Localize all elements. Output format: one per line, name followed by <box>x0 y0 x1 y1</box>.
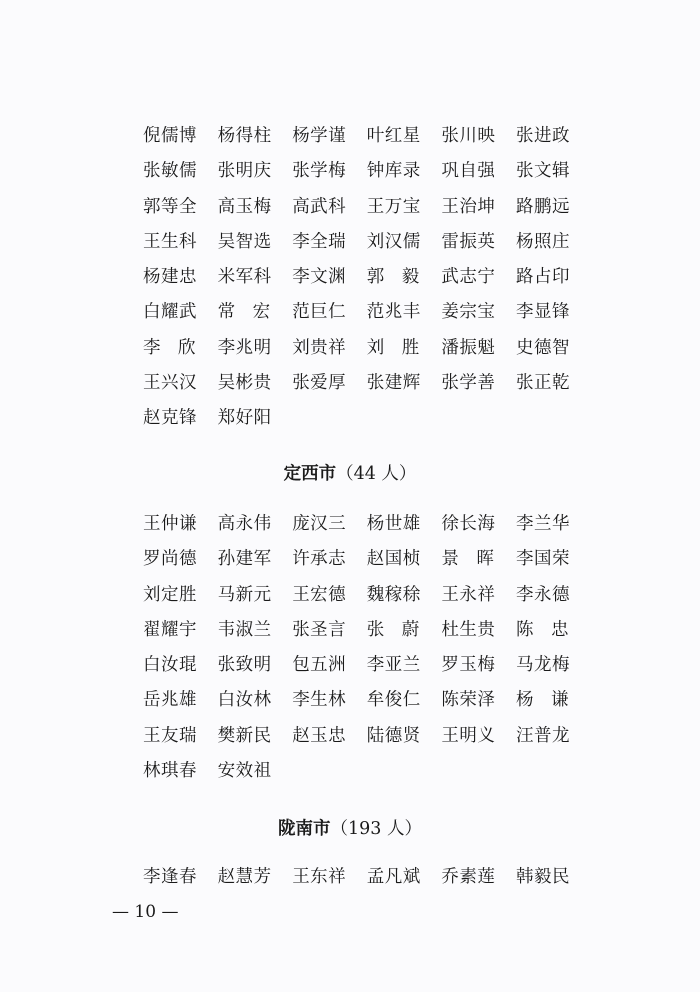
person-name: 郭等全 <box>143 196 197 217</box>
person-name: 王治坤 <box>441 196 496 217</box>
person-name: 杨照庄 <box>515 231 570 252</box>
person-name: 范巨仁 <box>292 302 347 323</box>
person-name: 赵玉忠 <box>292 725 347 746</box>
person-name: 翟耀宇 <box>143 619 197 640</box>
person-name: 吴智选 <box>217 231 272 252</box>
person-name: 刘定胜 <box>143 584 197 605</box>
person-name: 刘汉儒 <box>366 231 421 252</box>
person-name: 樊新民 <box>217 725 272 746</box>
person-name: 武志宁 <box>441 267 496 288</box>
person-name: 王友瑞 <box>143 725 197 746</box>
person-name: 叶红星 <box>366 126 421 146</box>
person-name: 白汝林 <box>217 690 272 711</box>
person-name: 杨 谦 <box>515 690 569 711</box>
person-name: 张川映 <box>441 126 496 146</box>
person-name: 白汝琨 <box>143 655 197 676</box>
section-title-dingxi <box>0 460 700 485</box>
person-name: 罗尚德 <box>143 549 197 570</box>
person-name: 林琪春 <box>143 761 197 782</box>
person-name: 岳兆雄 <box>143 690 197 711</box>
person-name: 钟库录 <box>366 161 421 182</box>
person-name: 刘 胜 <box>366 337 420 358</box>
person-name: 赵国桢 <box>366 549 421 570</box>
person-name: 高玉梅 <box>217 196 272 217</box>
person-name: 刘贵祥 <box>292 337 347 358</box>
person-name: 巩自强 <box>441 161 496 182</box>
person-name: 王兴汉 <box>143 373 197 394</box>
person-name: 王永祥 <box>441 584 496 605</box>
person-name: 白耀武 <box>143 302 197 323</box>
person-name: 张进政 <box>515 126 570 146</box>
person-name: 孙建军 <box>217 549 272 570</box>
person-name: 景 晖 <box>441 549 494 570</box>
person-name: 孟凡斌 <box>366 867 421 887</box>
person-name: 张敏儒 <box>143 161 197 182</box>
person-name: 赵慧芳 <box>217 867 272 887</box>
person-name: 马龙梅 <box>515 655 570 676</box>
person-name: 潘振魁 <box>441 337 496 358</box>
person-name: 杨建忠 <box>143 267 197 288</box>
person-name: 包五洲 <box>292 655 347 676</box>
person-name: 杨得柱 <box>217 126 272 146</box>
person-name: 张明庆 <box>217 161 272 182</box>
person-name: 张建辉 <box>366 373 421 394</box>
name-list-dingxi <box>143 507 591 789</box>
person-name: 罗玉梅 <box>441 655 496 676</box>
section-count: （193 人） <box>330 819 422 839</box>
person-name: 王万宝 <box>366 196 421 217</box>
person-name: 李显锋 <box>515 302 570 323</box>
person-name: 常 宏 <box>217 302 271 323</box>
person-name: 高永伟 <box>217 514 272 534</box>
person-name: 王仲谦 <box>143 514 197 534</box>
person-name: 许承志 <box>292 549 347 570</box>
person-name: 路占印 <box>515 267 570 288</box>
person-name: 陆德贤 <box>366 725 421 746</box>
person-name: 吴彬贵 <box>217 373 272 394</box>
person-name: 高武科 <box>292 196 347 217</box>
person-name: 王生科 <box>143 231 197 252</box>
person-name: 李兆明 <box>217 337 272 358</box>
person-name: 郭 毅 <box>366 267 420 288</box>
person-name: 李逢春 <box>143 867 197 887</box>
person-name: 庞汉三 <box>292 514 347 534</box>
person-name: 安效祖 <box>217 761 272 782</box>
person-name: 李兰华 <box>515 514 570 534</box>
person-name: 路鹏远 <box>515 196 570 217</box>
person-name: 汪普龙 <box>515 725 570 746</box>
person-name: 范兆丰 <box>366 302 421 323</box>
person-name: 郑好阳 <box>217 408 272 429</box>
person-name: 陈 忠 <box>515 619 569 640</box>
person-name: 张爱厚 <box>292 373 347 394</box>
section-title-longnan <box>0 815 700 840</box>
person-name: 张圣言 <box>292 619 347 640</box>
person-name: 张 蔚 <box>366 619 420 640</box>
person-name: 杜生贵 <box>441 619 496 640</box>
person-name: 李生林 <box>292 690 347 711</box>
person-name: 王明义 <box>441 725 496 746</box>
section-count: （44 人） <box>336 464 417 484</box>
name-list-continued <box>143 119 591 437</box>
person-name: 史德智 <box>515 337 570 358</box>
person-name: 韩毅民 <box>515 867 570 887</box>
section-name: 定西市 <box>283 464 337 484</box>
person-name: 杨学谨 <box>292 126 347 146</box>
person-name: 韦淑兰 <box>217 619 272 640</box>
person-name: 李亚兰 <box>366 655 421 676</box>
person-name: 王东祥 <box>292 867 347 887</box>
section-name: 陇南市 <box>278 819 331 839</box>
person-name: 米军科 <box>217 267 272 288</box>
person-name: 赵克锋 <box>143 408 197 429</box>
person-name: 李永德 <box>515 584 570 605</box>
person-name: 姜宗宝 <box>441 302 496 323</box>
page-number: — 10 — <box>112 902 179 922</box>
person-name: 马新元 <box>217 584 272 605</box>
person-name: 李全瑞 <box>292 231 347 252</box>
person-name: 李国荣 <box>515 549 570 570</box>
person-name: 徐长海 <box>441 514 496 534</box>
person-name: 杨世雄 <box>366 514 421 534</box>
person-name: 张学梅 <box>292 161 347 182</box>
person-name: 张正乾 <box>515 373 570 394</box>
person-name: 张文辑 <box>515 161 570 182</box>
person-name: 张学善 <box>441 373 496 394</box>
person-name: 倪儒博 <box>143 126 197 146</box>
person-name: 李 欣 <box>143 337 196 358</box>
name-list-longnan <box>143 860 591 895</box>
person-name: 魏稼稌 <box>366 584 421 605</box>
person-name: 牟俊仁 <box>366 690 421 711</box>
person-name: 张致明 <box>217 655 272 676</box>
person-name: 陈荣泽 <box>441 690 496 711</box>
person-name: 李文渊 <box>292 267 347 288</box>
person-name: 王宏德 <box>292 584 347 605</box>
person-name: 乔素莲 <box>441 867 496 887</box>
person-name: 雷振英 <box>441 231 496 252</box>
